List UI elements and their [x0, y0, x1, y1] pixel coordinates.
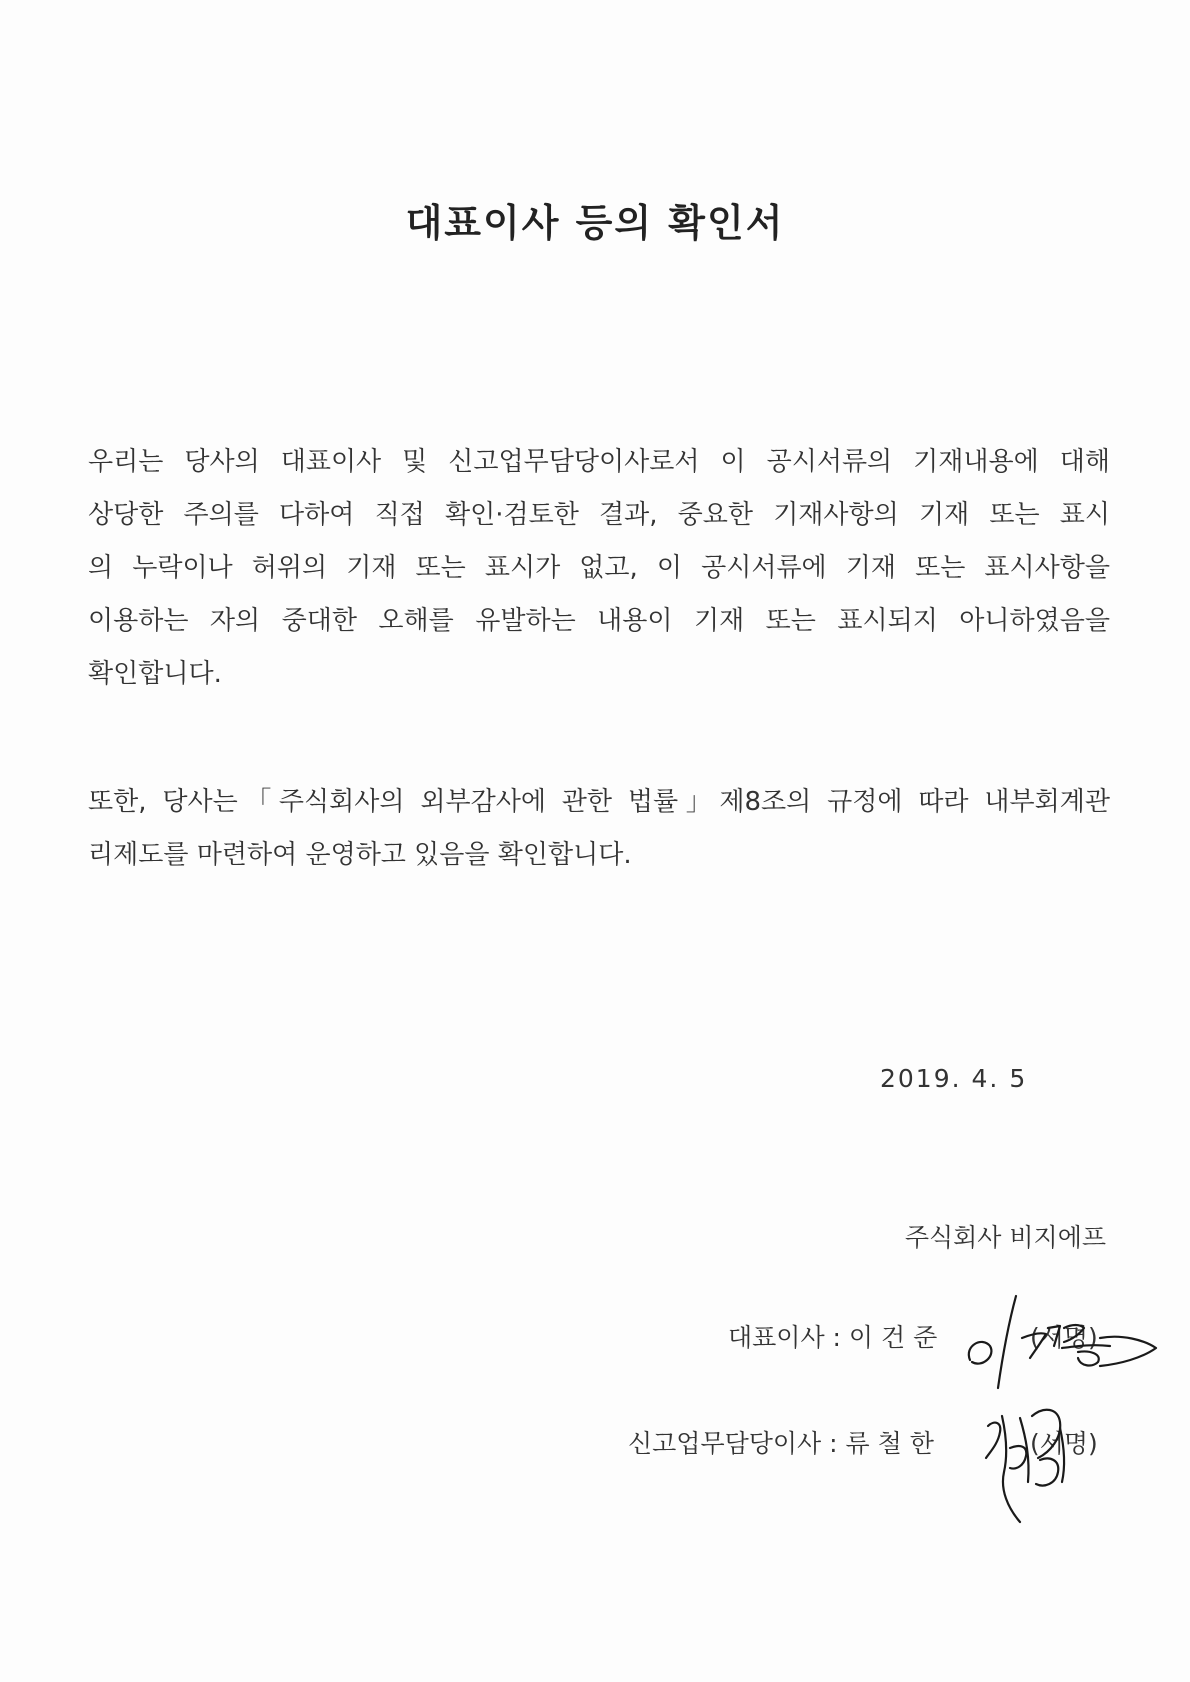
paragraph-line: 상당한 주의를 다하여 직접 확인·검토한 결과, 중요한 기재사항의 기재 또는 표시: [88, 500, 1110, 530]
disclosure-officer-handwritten-signature: [980, 1398, 1080, 1528]
paragraph-internal-control: [88, 776, 1110, 882]
paragraph-line: 확인합니다.: [88, 659, 222, 689]
paragraph-line: 또한, 당사는「주식회사의 외부감사에 관한 법률」제8조의 규정에 따라 내부회계관: [88, 787, 1110, 817]
paragraph-line: 우리는 당사의 대표이사 및 신고업무담당이사로서 이 공시서류의 기재내용에 대해: [88, 447, 1110, 477]
paragraph-line: 리제도를 마련하여 운영하고 있음을 확인합니다.: [88, 840, 632, 870]
ceo-handwritten-signature: [960, 1288, 1160, 1398]
ceo-signer-line: 대표이사 : 이 건 준: [728, 1323, 938, 1352]
paragraph-line: 의 누락이나 허위의 기재 또는 표시가 없고, 이 공시서류에 기재 또는 표시사항을: [88, 553, 1110, 583]
company-name: 주식회사 비지에프: [904, 1223, 1106, 1252]
document-date: 2019. 4. 5: [880, 1064, 1028, 1093]
disclosure-officer-signature-mark: (서명): [1030, 1429, 1098, 1458]
paragraph-confirmation: [88, 436, 1110, 701]
paragraph-line: 이용하는 자의 중대한 오해를 유발하는 내용이 기재 또는 표시되지 아니하였음을: [88, 606, 1110, 636]
ceo-signature-mark: (서명): [1030, 1323, 1098, 1352]
document-title: 대표이사 등의 확인서: [405, 201, 785, 245]
disclosure-officer-signer-line: 신고업무담당이사 : 류 철 한: [628, 1429, 934, 1458]
